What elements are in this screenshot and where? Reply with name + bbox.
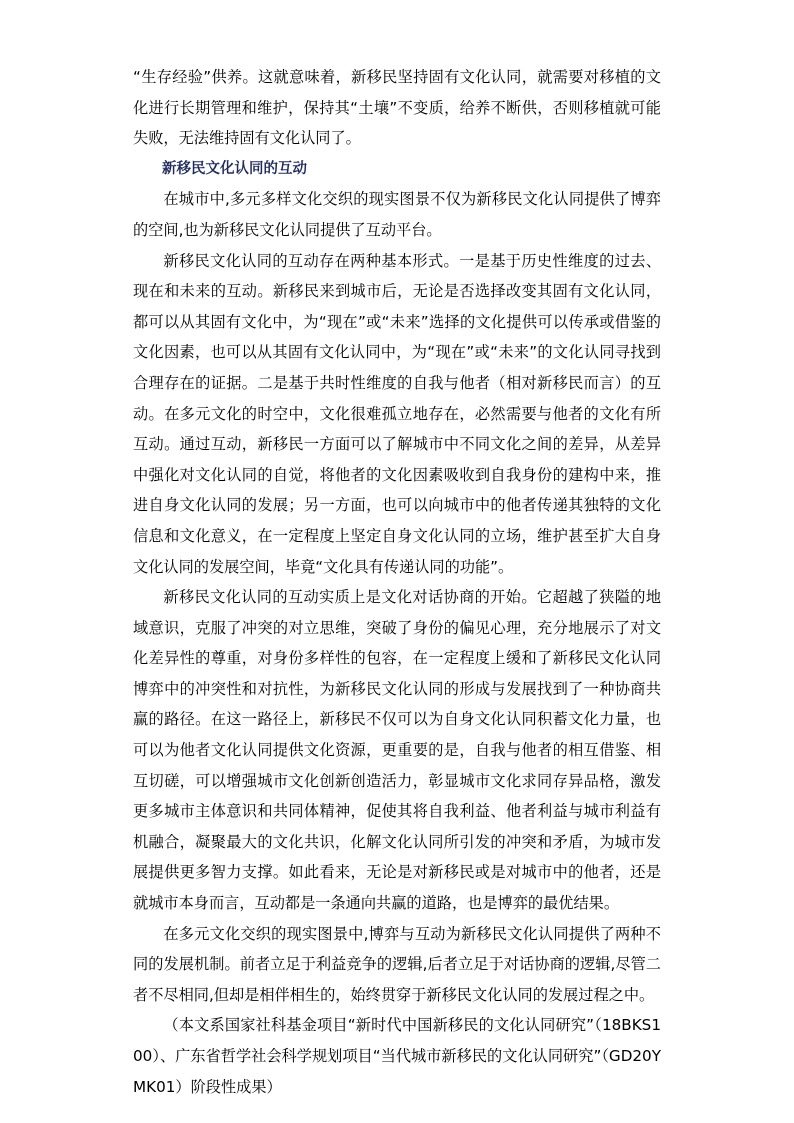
- paragraph-interaction-essence: 新移民文化认同的互动实质上是文化对话协商的开始。它超越了狭隘的地域意识，克服了冲突的对立思维，突破了身份的偏见心理，充分地展示了对文化差异性的尊重，对身份多样性的包容，在一定程度上缓和了新移民文化认同博弈中的冲突性和对抗性，为新移民文化认同的形成与发展找到了一种协商共赢的路径。在这一路径上，新移民不仅可以为自身文化认同积蓄文化力量，也可以为他者文化认同提供文化资源，更重要的是，自我与他者的相互借鉴、相互切磋，可以增强城市文化创新创造活力，彰显城市文化求同存异品格，激发更多城市主体意识和共同体精神，促使其将自我利益、他者利益与城市利益有机融合，凝聚最大的文化共识，化解文化认同所引发的冲突和矛盾，为城市发展提供更多智力支撑。如此看来，无论是对新移民或是对城市中的他者，还是就城市本身而言，互动都是一条通向共赢的道路，也是博弈的最优结果。: [133, 588, 661, 913]
- article-body: [133, 62, 661, 1102]
- paragraph-interaction-forms: 新移民文化认同的互动存在两种基本形式。一是基于历史性维度的过去、现在和未来的互动。新移民来到城市后，无论是否选择改变其固有文化认同，都可以从其固有文化中，为“现在”或“未来”选择的文化提供可以传承或借鉴的文化因素，也可以从其固有文化认同中，为“现在”或“未来”的文化认同寻找到合理存在的证据。二是基于共时性维度的自我与他者（相对新移民而言）的互动。在多元文化的时空中，文化很难孤立地存在，必然需要与他者的文化有所互动。通过互动，新移民一方面可以了解城市中不同文化之间的差异，从差异中强化对文化认同的自觉，将他者的文化因素吸收到自我身份的建构中来，推进自身文化认同的发展；另一方面，也可以向城市中的他者传递其独特的文化信息和文化意义，在一定程度上坚定自身文化认同的立场，维护甚至扩大自身文化认同的发展空间，毕竟“文化具有传递认同的功能”。: [133, 251, 661, 576]
- paragraph-interaction-platform: 在城市中,多元多样文化交织的现实图景不仅为新移民文化认同提供了博弈的空间,也为新移民文化认同提供了互动平台。: [133, 190, 661, 239]
- section-heading: 新移民文化认同的互动: [162, 160, 307, 177]
- funding-note: （本文系国家社科基金项目“新时代中国新移民的文化认同研究”（18BKS100）、广东省哲学社会科学规划项目“当代城市新移民的文化认同研究”（GD20YMK01）阶段性成果）: [133, 1016, 661, 1096]
- paragraph-conclusion: 在多元文化交织的现实图景中,博弈与互动为新移民文化认同提供了两种不同的发展机制。前者立足于利益竞争的逻辑,后者立足于对话协商的逻辑,尽管二者不尽相同,但却是相伴相生的，始终贯穿于新移民文化认同的发展过程之中。: [133, 924, 661, 1004]
- paragraph-continuation: “生存经验”供养。这就意味着，新移民坚持固有文化认同，就需要对移植的文化进行长期管理和维护，保持其“土壤”不变质，给养不断供，否则移植就可能失败，无法维持固有文化认同了。: [133, 68, 661, 148]
